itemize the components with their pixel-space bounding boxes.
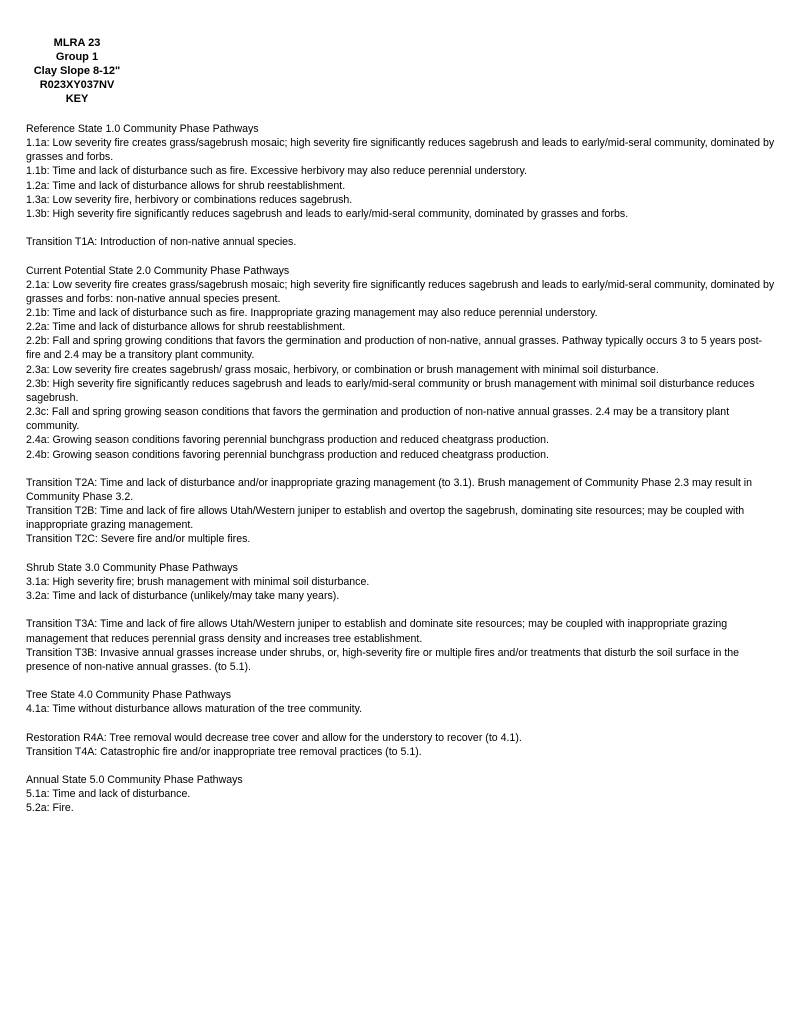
header-mlra: MLRA 23 xyxy=(53,37,101,49)
section-heading: Reference State 1.0 Community Phase Pathways xyxy=(26,123,259,135)
transition-t3b: Transition T3B: Invasive annual grasses increase under shrubs, or, high-severity fire or multiple fires and/or treatments that disturb the soil surface in the presence of non-native annual grasses. (to 5.1). xyxy=(26,646,740,673)
transition-t3-section xyxy=(26,617,776,674)
pathway-1-2a: 1.2a: Time and lack of disturbance allows for shrub reestablishment. xyxy=(26,179,346,192)
pathway-2-4b: 2.4b: Growing season conditions favoring perennial bunchgrass production and reduced cheatgrass production. xyxy=(26,448,549,461)
pathway-1-3a: 1.3a: Low severity fire, herbivory or combinations reduces sagebrush. xyxy=(26,193,353,206)
header-group: Group 1 xyxy=(55,51,99,63)
transition-t2b: Transition T2B: Time and lack of fire allows Utah/Western juniper to establish and overtop the sagebrush, dominating site resources; may be coupled with inappropriate grazing management. xyxy=(26,505,745,532)
pathway-2-3a: 2.3a: Low severity fire creates sagebrush/ grass mosaic, herbivory, or combination or brush management with minimal soil disturbance. xyxy=(26,363,659,376)
transition-t2c: Transition T2C: Severe fire and/or multiple fires. xyxy=(26,533,251,546)
pathway-2-4a: 2.4a: Growing season conditions favoring perennial bunchgrass production and reduced cheatgrass production. xyxy=(26,434,549,447)
pathway-1-1a: 1.1a: Low severity fire creates grass/sagebrush mosaic; high severity fire significantly reduces sagebrush and leads to early/mid-seral community, dominated by grasses and forbs. xyxy=(26,137,775,164)
transition-t1-section xyxy=(26,235,776,249)
pathway-2-3b: 2.3b: High severity fire significantly reduces sagebrush and leads to early/mid-seral community or brush management with minimal soil disturbance reduces sagebrush. xyxy=(26,377,755,404)
transition-t1a: Transition T1A: Introduction of non-native annual species. xyxy=(26,236,297,249)
pathway-5-1a: 5.1a: Time and lack of disturbance. xyxy=(26,788,191,801)
pathway-5-2a: 5.2a: Fire. xyxy=(26,802,74,815)
section-heading: Shrub State 3.0 Community Phase Pathways xyxy=(26,561,238,574)
pathway-2-3c: 2.3c: Fall and spring growing season conditions that favors the germination and production of non-native annual grasses. 2.4 may be a transitory plant community. xyxy=(26,406,730,433)
shrub-state-section xyxy=(26,561,776,603)
section-heading: Annual State 5.0 Community Phase Pathways xyxy=(26,774,243,787)
pathway-4-1a: 4.1a: Time without disturbance allows maturation of the tree community. xyxy=(26,703,363,716)
reference-state-section xyxy=(26,122,776,221)
tree-state-section xyxy=(26,688,776,716)
pathway-2-2a: 2.2a: Time and lack of disturbance allows for shrub reestablishment. xyxy=(26,321,346,334)
document-page xyxy=(26,36,776,830)
pathway-3-2a: 3.2a: Time and lack of disturbance (unlikely/may take many years). xyxy=(26,590,340,603)
transition-t3a: Transition T3A: Time and lack of fire allows Utah/Western juniper to establish and dominate site resources; may be coupled with inappropriate grazing management that reduces perennial grass density and increases tree establishment. xyxy=(26,618,728,645)
transition-t2a: Transition T2A: Time and lack of disturbance and/or inappropriate grazing management (to 3.1). Brush management of Community Phase 2.3 may result in Community Phase 3.2. xyxy=(26,476,753,504)
transition-t4a: Transition T4A: Catastrophic fire and/or inappropriate tree removal practices (to 5.1). xyxy=(26,745,422,758)
current-potential-state-section xyxy=(26,264,776,462)
header-key: KEY xyxy=(65,93,89,105)
pathway-3-1a: 3.1a: High severity fire; brush management with minimal soil disturbance. xyxy=(26,575,370,588)
pathway-2-1b: 2.1b: Time and lack of disturbance such as fire. Inappropriate grazing management may also reduce perennial understory. xyxy=(26,307,598,319)
header-site-name: Clay Slope 8-12" xyxy=(33,65,121,77)
restoration-transition-section xyxy=(26,731,776,759)
pathway-1-1b: 1.1b: Time and lack of disturbance such as fire. Excessive herbivory may also reduce perennial understory. xyxy=(26,165,527,178)
annual-state-section xyxy=(26,773,776,815)
section-heading: Tree State 4.0 Community Phase Pathways xyxy=(26,689,232,702)
document-body xyxy=(26,122,776,816)
pathway-2-2b: 2.2b: Fall and spring growing conditions that favors the germination and production of non-native, annual grasses. Pathway typically occurs 3 to 5 years post-fire and 2.4 may be a transitory plant community. xyxy=(26,335,763,362)
header-site-id: R023XY037NV xyxy=(39,79,115,91)
document-header xyxy=(29,36,125,106)
pathway-2-1a: 2.1a: Low severity fire creates grass/sagebrush mosaic; high severity fire significantly reduces sagebrush and leads to early/mid-seral community, dominated by grasses and forbs: non-native annual species present. xyxy=(26,278,775,305)
section-heading: Current Potential State 2.0 Community Phase Pathways xyxy=(26,264,290,277)
restoration-r4a: Restoration R4A: Tree removal would decrease tree cover and allow for the understory to recover (to 4.1). xyxy=(26,731,522,744)
pathway-1-3b: 1.3b: High severity fire significantly reduces sagebrush and leads to early/mid-seral community, dominated by grasses and forbs. xyxy=(26,207,629,220)
transition-t2-section xyxy=(26,476,776,547)
